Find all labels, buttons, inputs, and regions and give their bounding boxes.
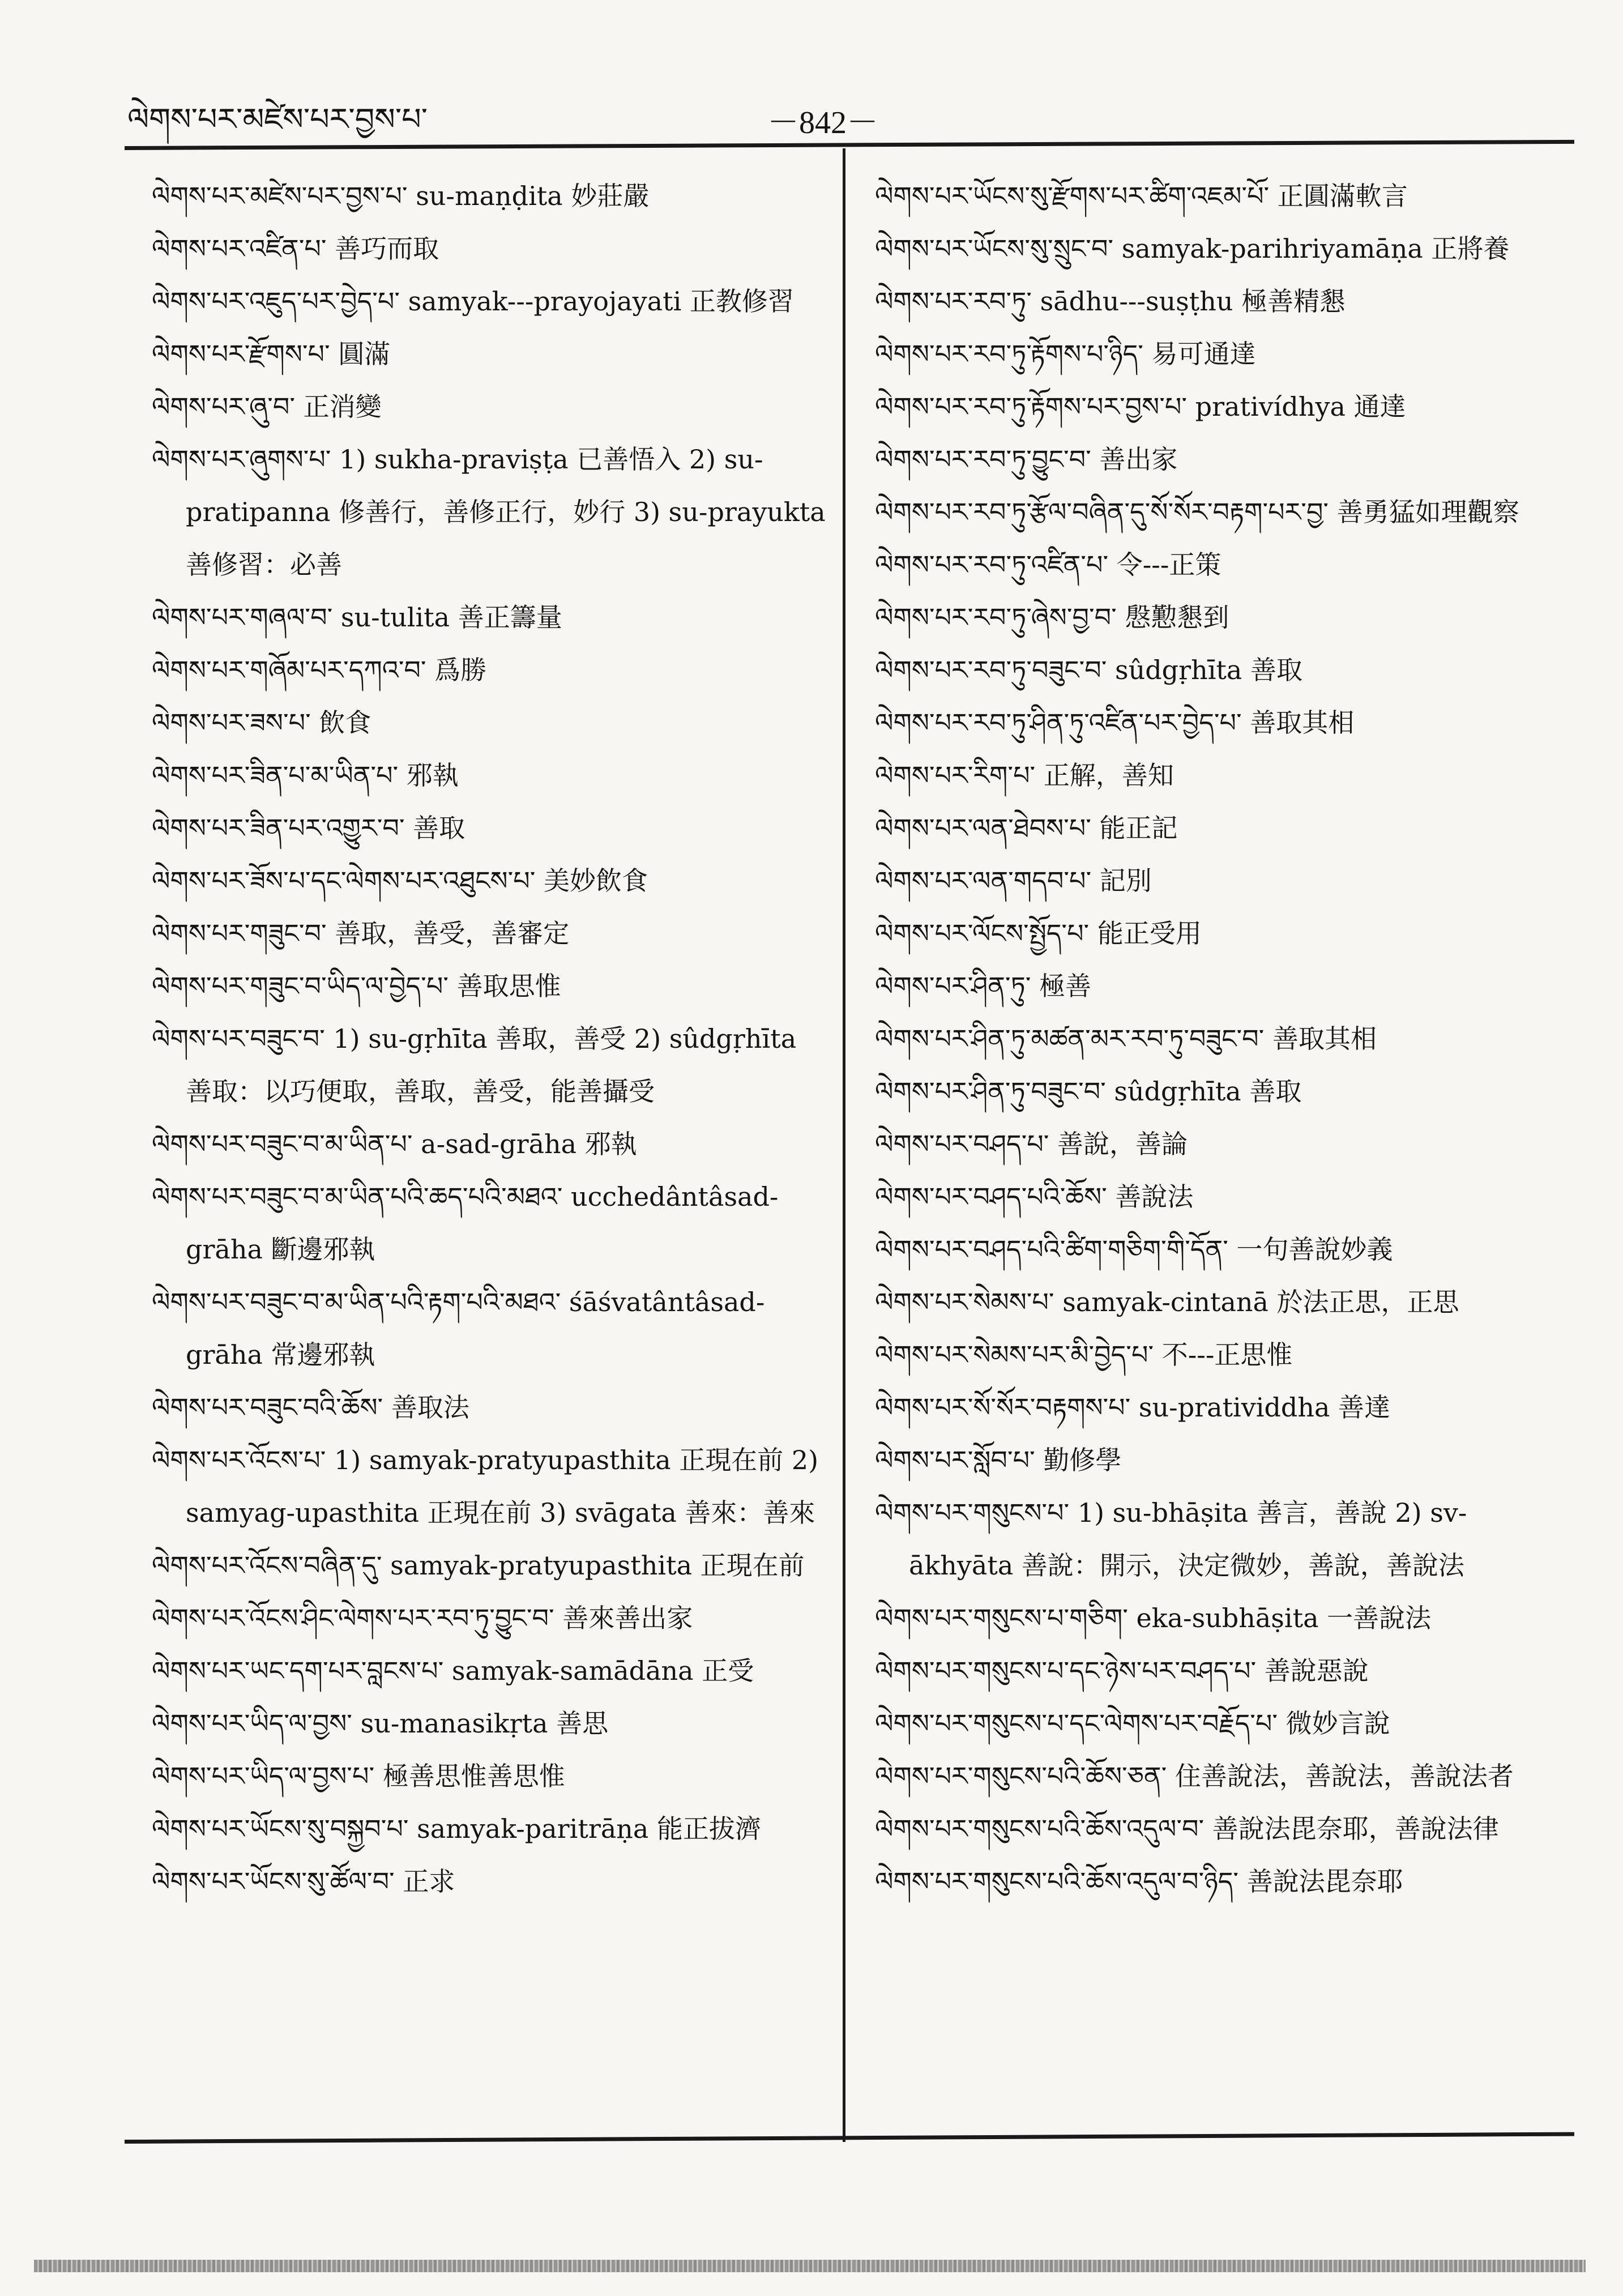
entry: ལེགས་པར་འོངས་ཤིང་ལེགས་པར་རབ་ཏུ་བྱུང་བ་ 善來善出家 bbox=[152, 1603, 693, 1633]
entry: ལེགས་པར་ཟིན་པ་མ་ཡིན་པ་ 邪執 bbox=[152, 760, 459, 791]
entry: ལེགས་པར་གཞོམ་པར་དཀའ་བ་ 爲勝 bbox=[152, 655, 487, 685]
entry: ལེགས་པར་རབ་ཏུ་རྩོལ་བཞིན་དུ་སོ་སོར་བརྟག་པར་བྱ་ 善勇猛如理觀察 bbox=[875, 497, 1519, 527]
entry: ལེགས་པར་ཡོངས་སུ་ཚོལ་བ་ 正求 bbox=[152, 1866, 455, 1897]
entry: ལེགས་པར་ཤིན་ཏུ་མཚན་མར་རབ་ཏུ་བཟུང་བ་ 善取其相 bbox=[875, 1023, 1377, 1054]
entry: ལེགས་པར་སེམས་པར་མི་བྱེད་པ་ 不---正思惟 bbox=[875, 1339, 1293, 1370]
entry: ལེགས་པར་ཟིན་པར་འགྱུར་བ་ 善取 bbox=[152, 813, 465, 843]
entry: ལེགས་པར་རབ་ཏུ་ཞེས་བྱ་བ་ 慇懃懇到 bbox=[875, 602, 1229, 633]
entry: ལེགས་པར་ལན་ཐེབས་པ་ 能正記 bbox=[875, 813, 1178, 843]
entry: ལེགས་པར་གསུངས་པའི་ཆོས་འདུལ་བ་ 善說法毘奈耶，善說法律 bbox=[875, 1813, 1499, 1844]
entry: ལེགས་པར་ཟས་པ་ 飲食 bbox=[152, 707, 371, 738]
entry: ལེགས་པར་ལན་གདབ་པ་ 記別 bbox=[875, 865, 1152, 896]
entry: ལེགས་པར་འཛིན་པ་ 善巧而取 bbox=[152, 233, 439, 264]
entry: ལེགས་པར་རབ་ཏུ་བཟུང་བ་ sûdgṛhīta 善取 bbox=[875, 655, 1302, 685]
entry: ལེགས་པར་འོངས་བཞིན་དུ་ samyak-pratyupasthita 正現在前 bbox=[152, 1550, 805, 1581]
entry: ལེགས་པར་ཡིད་ལ་བྱས་པ་ 極善思惟善思惟 bbox=[152, 1761, 565, 1791]
entry: ལེགས་པར་གཟུང་བ་ 善取，善受，善審定 bbox=[152, 918, 570, 949]
right-column bbox=[875, 170, 1566, 1908]
entry: ལེགས་པར་ཡོངས་སུ་བསྐྱབ་པ་ samyak-paritrāṇa 能正拔濟 bbox=[152, 1813, 761, 1844]
entry: ལེགས་པར་རབ་ཏུ་རྟོགས་པར་བྱས་པ་ prativídhya 通達 bbox=[875, 391, 1406, 422]
entry: ལེགས་པར་གཞལ་བ་ su-tulita 善正籌量 bbox=[152, 602, 562, 633]
entry: ལེགས་པར་བཤད་པ་ 善說，善論 bbox=[875, 1129, 1188, 1159]
entry: ལེགས་པར་རབ་ཏུ་བྱུང་བ་ 善出家 bbox=[875, 444, 1178, 475]
entry: ལེགས་པར་གསུངས་པ་དང་ཉེས་པར་བཤད་པ་ 善說惡說 bbox=[875, 1655, 1369, 1686]
entry: ལེགས་པར་རྫོགས་པ་ 圓滿 bbox=[152, 339, 391, 369]
entry: ལེགས་པར་གསུངས་པ་ 1) su-bhāṣita 善言，善說 2) sv-ākhyāta 善說：開示，決定微妙，善說，善說法 bbox=[875, 1497, 1467, 1581]
entry: ལེགས་པར་ཤིན་ཏུ་ 極善 bbox=[875, 971, 1091, 1001]
entry: ལེགས་པར་བཟུང་བ་མ་ཡིན་པ་ a-sad-grāha 邪執 bbox=[152, 1129, 637, 1159]
entry: ལེགས་པར་རིག་པ་ 正解，善知 bbox=[875, 760, 1174, 791]
page-number: －842－ bbox=[767, 105, 878, 140]
entry: ལེགས་པར་ཞུ་བ་ 正消變 bbox=[152, 391, 382, 422]
entry: ལེགས་པར་ཡིད་ལ་བྱས་ su-manasikṛta 善思 bbox=[152, 1708, 609, 1739]
column-divider bbox=[843, 148, 845, 2142]
entry: ལེགས་པར་སེམས་པ་ samyak-cintanā 於法正思，正思 bbox=[875, 1287, 1459, 1317]
entry: ལེགས་པར་ཡོངས་སུ་སྲུང་བ་ samyak-parihriyamāṇa 正將養 bbox=[875, 233, 1510, 264]
entry: ལེགས་པར་རབ་ཏུ་ sādhu---suṣṭhu 極善精懇 bbox=[875, 286, 1346, 317]
entry: ལེགས་པར་འོངས་པ་ 1) samyak-pratyupasthita 正現在前 2) samyag-upasthita 正現在前 3) svāgata 善來：善來 bbox=[152, 1445, 819, 1528]
entry: ལེགས་པར་ཟོས་པ་དང་ལེགས་པར་འཐུངས་པ་ 美妙飲食 bbox=[152, 865, 648, 896]
entry: ལེགས་པར་ལོངས་སྤྱོད་པ་ 能正受用 bbox=[875, 918, 1202, 949]
entry: ལེགས་པར་རབ་ཏུ་རྟོགས་པ་ཉིད་ 易可通達 bbox=[875, 339, 1256, 369]
entry: ལེགས་པར་གསུངས་པ་དང་ལེགས་པར་བརྗོད་པ་ 微妙言說 bbox=[875, 1708, 1390, 1739]
entry: ལེགས་པར་བཟུང་བ་མ་ཡིན་པའི་ཆད་པའི་མཐའ་ ucchedântâsad-grāha 斷邊邪執 bbox=[152, 1181, 779, 1265]
entry: ལེགས་པར་མཛེས་པར་བྱས་པ་ su-maṇḍita 妙莊嚴 bbox=[152, 181, 650, 211]
entry: ལེགས་པར་ཡང་དག་པར་བླངས་པ་ samyak-samādāna 正受 bbox=[152, 1655, 754, 1686]
entry: ལེགས་པར་འཇུད་པར་བྱེད་པ་ samyak---prayojayati 正教修習 bbox=[152, 286, 794, 317]
entry: ལེགས་པར་གསུངས་པ་གཅིག་ eka-subhāṣita 一善說法 bbox=[875, 1603, 1432, 1633]
entry: ལེགས་པར་རབ་ཏུ་འཛིན་པ་ 令---正策 bbox=[875, 549, 1221, 580]
running-head: ལེགས་པར་མཛེས་པར་བྱས་པ་ bbox=[127, 101, 428, 137]
entry: ལེགས་པར་གསུངས་པའི་ཆོས་འདུལ་བ་ཉིད་ 善說法毘奈耶 bbox=[875, 1866, 1403, 1897]
entry: ལེགས་པར་སློབ་པ་ 勤修學 bbox=[875, 1445, 1122, 1475]
entry: ལེགས་པར་བཟུང་བ་ 1) su-gṛhīta 善取，善受 2) sûdgṛhīta 善取：以巧便取，善取，善受，能善攝受 bbox=[152, 1023, 797, 1107]
bottom-rule bbox=[125, 2132, 1574, 2144]
scan-edge bbox=[34, 2260, 1586, 2272]
entry: ལེགས་པར་བཟུང་བ་མ་ཡིན་པའི་རྟག་པའི་མཐའ་ śāśvatântâsad-grāha 常邊邪執 bbox=[152, 1287, 765, 1370]
entry: ལེགས་པར་སོ་སོར་བརྟགས་པ་ su-pratividdha 善達 bbox=[875, 1392, 1391, 1423]
entry: ལེགས་པར་ཞུགས་པ་ 1) sukha-praviṣṭa 已善悟入 2) su-pratipanna 修善行，善修正行，妙行 3) su-prayukta 善修習：必善 bbox=[152, 444, 826, 580]
entry: ལེགས་པར་ཤིན་ཏུ་བཟུང་བ་ sûdgṛhīta 善取 bbox=[875, 1076, 1302, 1107]
entry: ལེགས་པར་བཤད་པའི་ཚིག་གཅིག་གི་དོན་ 一句善說妙義 bbox=[875, 1234, 1393, 1265]
entry: ལེགས་པར་བཟུང་བའི་ཆོས་ 善取法 bbox=[152, 1392, 469, 1423]
entry: ལེགས་པར་བཤད་པའི་ཆོས་ 善說法 bbox=[875, 1181, 1194, 1212]
entry: ལེགས་པར་རབ་ཏུ་ཤིན་ཏུ་འཛིན་པར་བྱེད་པ་ 善取其相 bbox=[875, 707, 1355, 738]
left-column bbox=[152, 170, 828, 1908]
entry: ལེགས་པར་གསུངས་པའི་ཆོས་ཅན་ 住善說法，善說法，善說法者 bbox=[875, 1761, 1514, 1791]
entry: ལེགས་པར་ཡོངས་སུ་རྫོགས་པར་ཚིག་འཇམ་པོ་ 正圓滿軟言 bbox=[875, 181, 1408, 211]
entry: ལེགས་པར་གཟུང་བ་ཡིད་ལ་བྱེད་པ་ 善取思惟 bbox=[152, 971, 561, 1001]
